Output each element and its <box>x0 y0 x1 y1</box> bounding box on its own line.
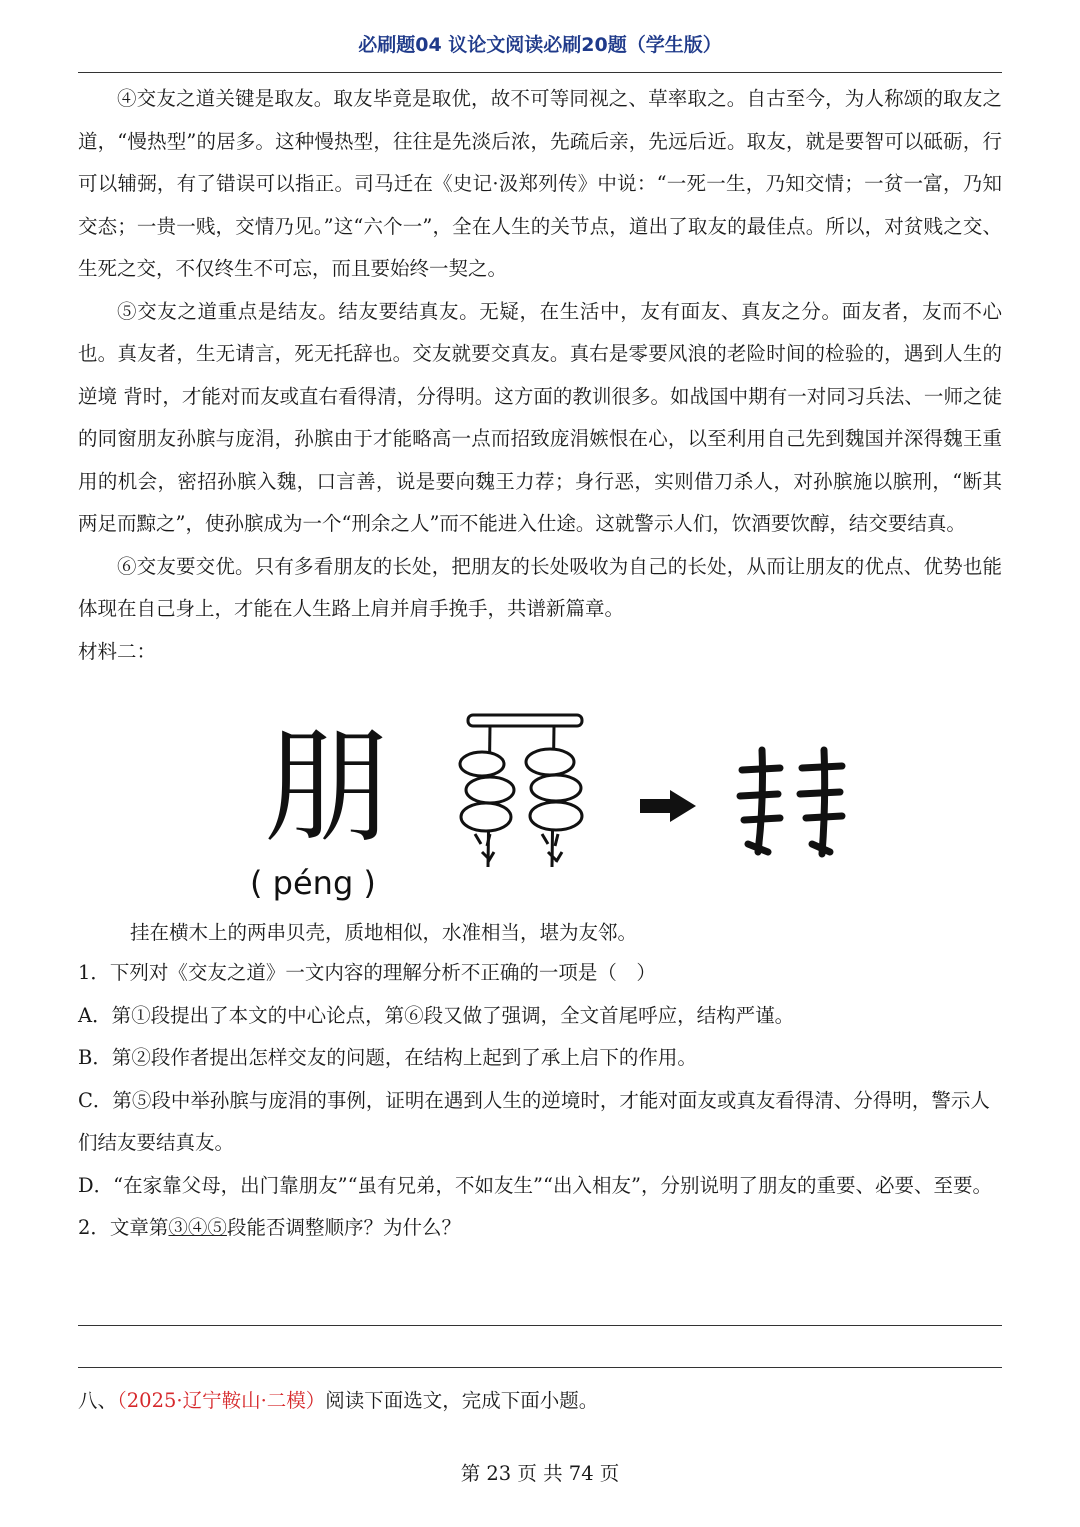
page-header-title: 必刷题04 议论文阅读必刷20题（学生版） <box>358 34 722 56</box>
questions-block <box>78 952 1002 1250</box>
ancient-peng-glyph <box>740 750 842 854</box>
question-1: 1．下列对《交友之道》一文内容的理解分析不正确的一项是（ ） <box>78 961 656 984</box>
section-8-source: （2025·辽宁鞍山·二模） <box>117 1389 326 1412</box>
question-2 <box>78 1207 1002 1250</box>
right-shell-string <box>526 726 582 867</box>
question-2-suffix: 段能否调整顺序？为什么？ <box>226 1216 461 1239</box>
material-two-label: 材料二： <box>78 639 157 663</box>
option-b: B．第②段作者提出怎样交友的问题，在结构上起到了承上启下的作用。 <box>78 1046 697 1069</box>
answer-line-2 <box>78 1367 1002 1368</box>
paragraph-5: ⑤交友之道重点是结友。结友要结真友。无疑，在生活中，友有面友、真友之分。面友者，友而不心也。真友者，生无请言，死无托辞也。交友就要交真友。真右是零要风浪的老险时间的检验的，遇到人生的逆境 背时，才能对而友或直右看得清，分得明。这方面的教训很多。如战国中期有一对同习兵法、一师之徒的同窗朋友孙膑与庞涓，孙膑由于才能略高一点而招致庞涓嫉恨在心，以至利用自己先到魏国并深得魏王重用的机会，密招孙膑入魏，口言善，说是要向魏王力荐；身行恶，实则借刀杀人，对孙膑施以膑刑，“断其两足而黥之”，使孙膑成为一个“刑余之人”而不能进入仕途。这就警示人们，饮酒要饮醇，结交要结真。 <box>78 299 1002 535</box>
option-d: D．“在家靠父母，出门靠朋友”“虽有兄弟，不如友生”“出入相友”，分别说明了朋友的重要、必要、至要。 <box>78 1173 992 1197</box>
figure-caption-block <box>130 912 1002 955</box>
paragraph-4: ④交友之道关键是取友。取友毕竟是取优，故不可等同视之、草率取之。自古至今，为人称颂的取友之道，“慢热型”的居多。这种慢热型，往往是先淡后浓，先疏后亲，先远后近。取友，就是要智可以砥砺，行可以辅弼，有了错误可以指正。司马迁在《史记·汲郑列传》中说：“一死一生，乃知交情；一贫一富，乃知交态；一贵一贱，交情乃见。”这“六个一”，全在人生的关节点，道出了取友的最佳点。所以，对贫贱之交、生死之交，不仅终生不可忘，而且要始终一契之。 <box>78 87 1002 280</box>
shell-string-illustration <box>250 712 870 912</box>
option-c: C．第⑤段中举孙膑与庞涓的事例，证明在遇到人生的逆境时，才能对面友或真友看得清、分得明，警示人们结友要结真友。 <box>78 1088 990 1154</box>
paragraph-6: ⑥交友要交优。只有多看朋友的长处，把朋友的长处吸收为自己的长处，从而让朋友的优点、优势也能体现在自己身上，才能在人生路上肩并肩手挽手，共谱新篇章。 <box>78 554 1002 620</box>
answer-line-1 <box>78 1325 1002 1326</box>
page-footer: 第 23 页 共 74 页 <box>460 1462 620 1485</box>
arrow-right-icon <box>640 790 696 822</box>
peng-pinyin: ( péng ) <box>250 864 376 902</box>
material-one-body <box>78 78 1002 673</box>
option-a: A．第①段提出了本文的中心论点，第⑥段又做了强调，全文首尾呼应，结构严谨。 <box>78 1003 795 1027</box>
question-2-paragraph-refs: ③④⑤ <box>168 1216 227 1239</box>
section-8-instruction: 阅读下面选文，完成下面小题。 <box>325 1389 599 1412</box>
section-8-heading <box>78 1380 1002 1423</box>
header-divider <box>78 72 1002 73</box>
peng-character: 朋 <box>264 713 390 860</box>
left-shell-string <box>460 726 514 867</box>
figure-caption: 挂在横木上的两串贝壳，质地相似，水准相当，堪为友邻。 <box>130 921 638 944</box>
crossbar <box>468 715 582 726</box>
question-2-prefix: 2．文章第 <box>78 1216 169 1239</box>
peng-character-figure <box>250 712 870 912</box>
section-8-number: 八、 <box>78 1389 118 1412</box>
